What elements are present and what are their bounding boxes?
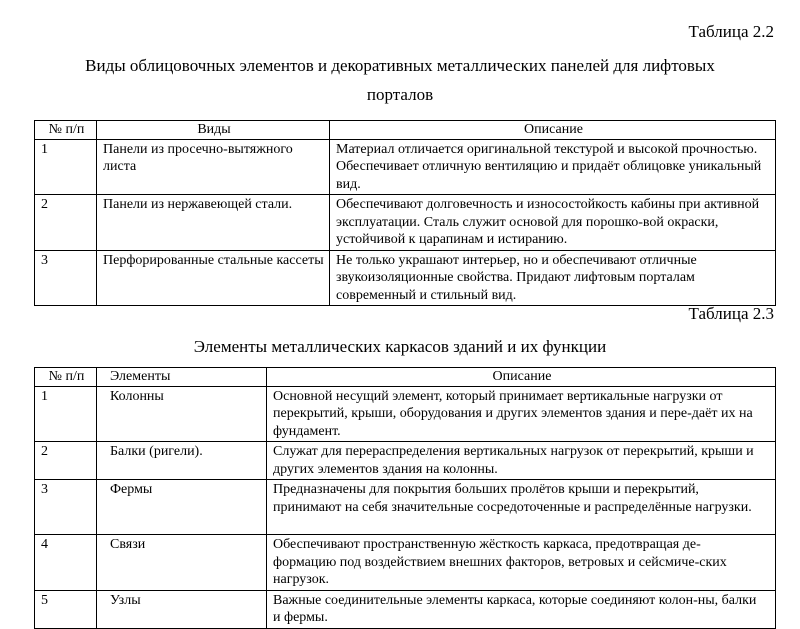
table-2-3 (34, 367, 776, 629)
header-type: Виды (97, 121, 330, 140)
row-num: 1 (35, 139, 97, 195)
row-num: 5 (35, 590, 97, 628)
table-row (35, 250, 776, 306)
table-2-2-title-line2: порталов (366, 85, 434, 104)
table-row (35, 590, 776, 628)
header-num: № п/п (35, 121, 97, 140)
row-num: 3 (35, 480, 97, 535)
row-description: Предназначены для покрытия больших пролётов крыши и перекрытий, принимают на себя значительные сосредоточенные и распределённые нагрузки. (267, 480, 776, 535)
table-row (35, 442, 776, 480)
row-description: Обеспечивают пространственную жёсткость каркаса, предотвращая де-формацию под воздействием внешних факторов, ветровых и сейсмиче-ских нагрузок. (267, 535, 776, 591)
table-2-2-title-line1: Виды облицовочных элементов и декоративных металлических панелей для лифтовых (85, 56, 715, 75)
row-type: Панели из нержавеющей стали. (97, 195, 330, 251)
row-element: Балки (ригели). (97, 442, 267, 480)
row-element: Колонны (97, 386, 267, 442)
table-row (35, 386, 776, 442)
table-2-3-title: Элементы металлических каркасов зданий и их функции (193, 337, 607, 356)
header-description: Описание (330, 121, 776, 140)
row-description: Основной несущий элемент, который принимает вертикальные нагрузки от перекрытий, крыши, оборудования и других элементов здания и пере-даёт их на фундамент. (267, 386, 776, 442)
header-description: Описание (267, 368, 776, 387)
table-row (35, 480, 776, 535)
table-header-row (35, 368, 776, 387)
row-description: Не только украшают интерьер, но и обеспечивают отличные звукоизоляционные свойства. Придают лифтовым порталам современный и стильный вид. (330, 250, 776, 306)
row-num: 2 (35, 195, 97, 251)
row-num: 3 (35, 250, 97, 306)
row-element: Фермы (97, 480, 267, 535)
row-description: Служат для перераспределения вертикальных нагрузок от перекрытий, крыши и других элементов здания на колонны. (267, 442, 776, 480)
table-2-3-label: Таблица 2.3 (688, 304, 774, 323)
row-type: Перфорированные стальные кассеты (97, 250, 330, 306)
table-row (35, 535, 776, 591)
table-header-row (35, 121, 776, 140)
table-2-2-title (0, 50, 800, 110)
row-num: 4 (35, 535, 97, 591)
row-element: Связи (97, 535, 267, 591)
table-row (35, 195, 776, 251)
row-description: Обеспечивают долговечность и износостойкость кабины при активной эксплуатации. Сталь служит основой для порошко-вой окраски, устойчивой к царапинам и истиранию. (330, 195, 776, 251)
row-num: 2 (35, 442, 97, 480)
table-2-2 (34, 120, 776, 306)
row-num: 1 (35, 386, 97, 442)
row-description: Материал отличается оригинальной текстурой и высокой прочностью. Обеспечивает отличную вентиляцию и придаёт облицовке уникальный вид. (330, 139, 776, 195)
header-element: Элементы (97, 368, 267, 387)
row-type: Панели из просечно-вытяжного листа (97, 139, 330, 195)
table-row (35, 139, 776, 195)
row-description: Важные соединительные элементы каркаса, которые соединяют колон-ны, балки и фермы. (267, 590, 776, 628)
header-num: № п/п (35, 368, 97, 387)
row-element: Узлы (97, 590, 267, 628)
table-2-2-label: Таблица 2.2 (688, 22, 774, 41)
